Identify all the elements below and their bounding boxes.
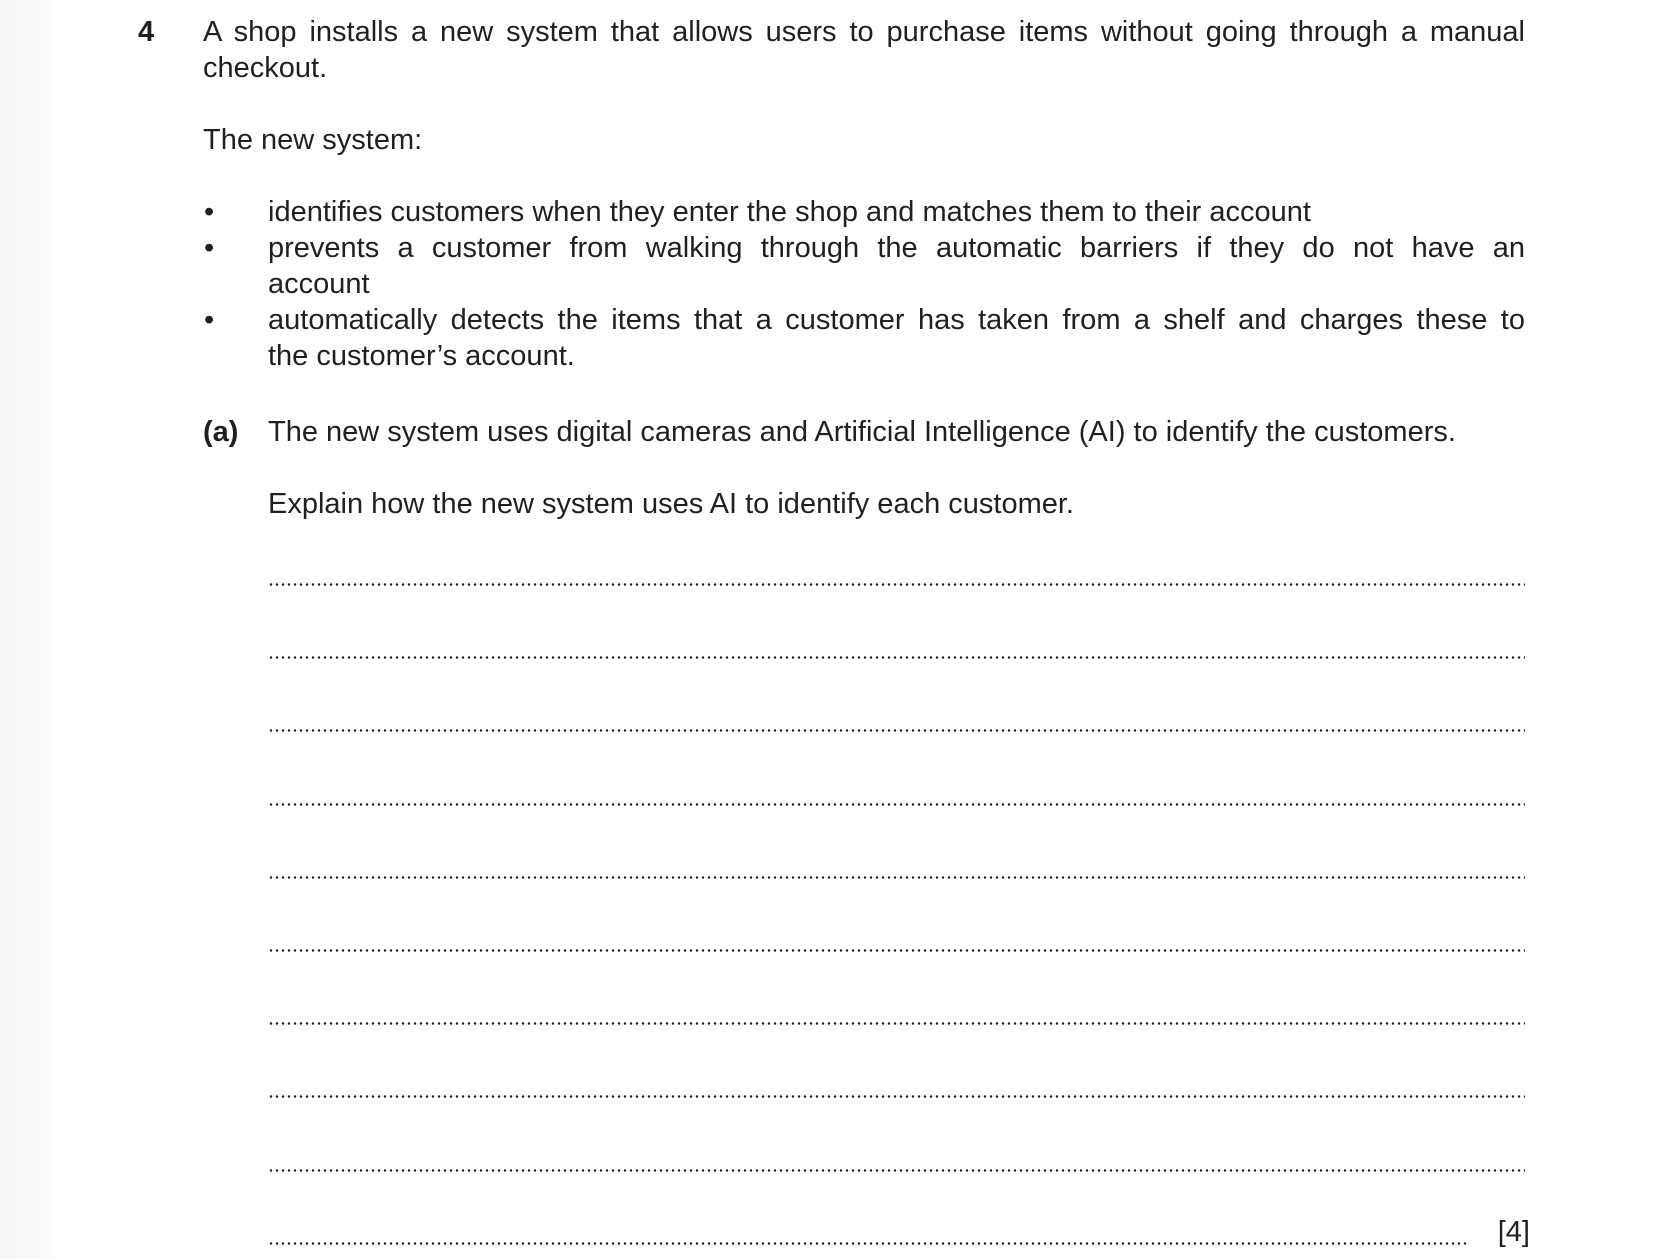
page-margin xyxy=(0,0,58,1259)
answer-line[interactable] xyxy=(268,949,1525,952)
part-statement: The new system uses digital cameras and Artificial Intelligence (AI) to identify the customers. xyxy=(268,416,1456,448)
bullet-item-3-line-1: automatically detects the items that a customer has taken from a shelf and charges these to xyxy=(268,304,1525,336)
marks-indicator: [4] xyxy=(1497,1216,1530,1248)
answer-line[interactable] xyxy=(268,1022,1525,1025)
question-intro-line-2: checkout. xyxy=(203,52,328,84)
answer-line[interactable] xyxy=(268,656,1525,659)
bullet-item-3-line-2: the customer’s account. xyxy=(268,340,575,372)
answer-line[interactable] xyxy=(268,729,1525,732)
answer-line[interactable] xyxy=(268,1095,1525,1098)
bullet-item-1-line-1: identifies customers when they enter the shop and matches them to their account xyxy=(268,196,1311,228)
answer-line[interactable] xyxy=(268,876,1525,879)
question-intro-line-1: A shop installs a new system that allows users to purchase items without going through a manual xyxy=(203,16,1525,48)
bullet-marker: • xyxy=(204,232,215,264)
answer-line[interactable] xyxy=(268,803,1525,806)
part-instruction: Explain how the new system uses AI to identify each customer. xyxy=(268,488,1074,520)
bullet-item-2-line-1: prevents a customer from walking through the automatic barriers if they do not have an xyxy=(268,232,1525,264)
question-number: 4 xyxy=(138,16,155,48)
bullet-item-2-line-2: account xyxy=(268,268,370,300)
answer-line[interactable] xyxy=(268,1242,1468,1245)
question-lead: The new system: xyxy=(203,124,423,156)
answer-line[interactable] xyxy=(268,583,1525,586)
bullet-marker: • xyxy=(204,304,215,336)
bullet-marker: • xyxy=(204,196,215,228)
answer-line[interactable] xyxy=(268,1169,1525,1172)
part-label: (a) xyxy=(203,416,239,448)
